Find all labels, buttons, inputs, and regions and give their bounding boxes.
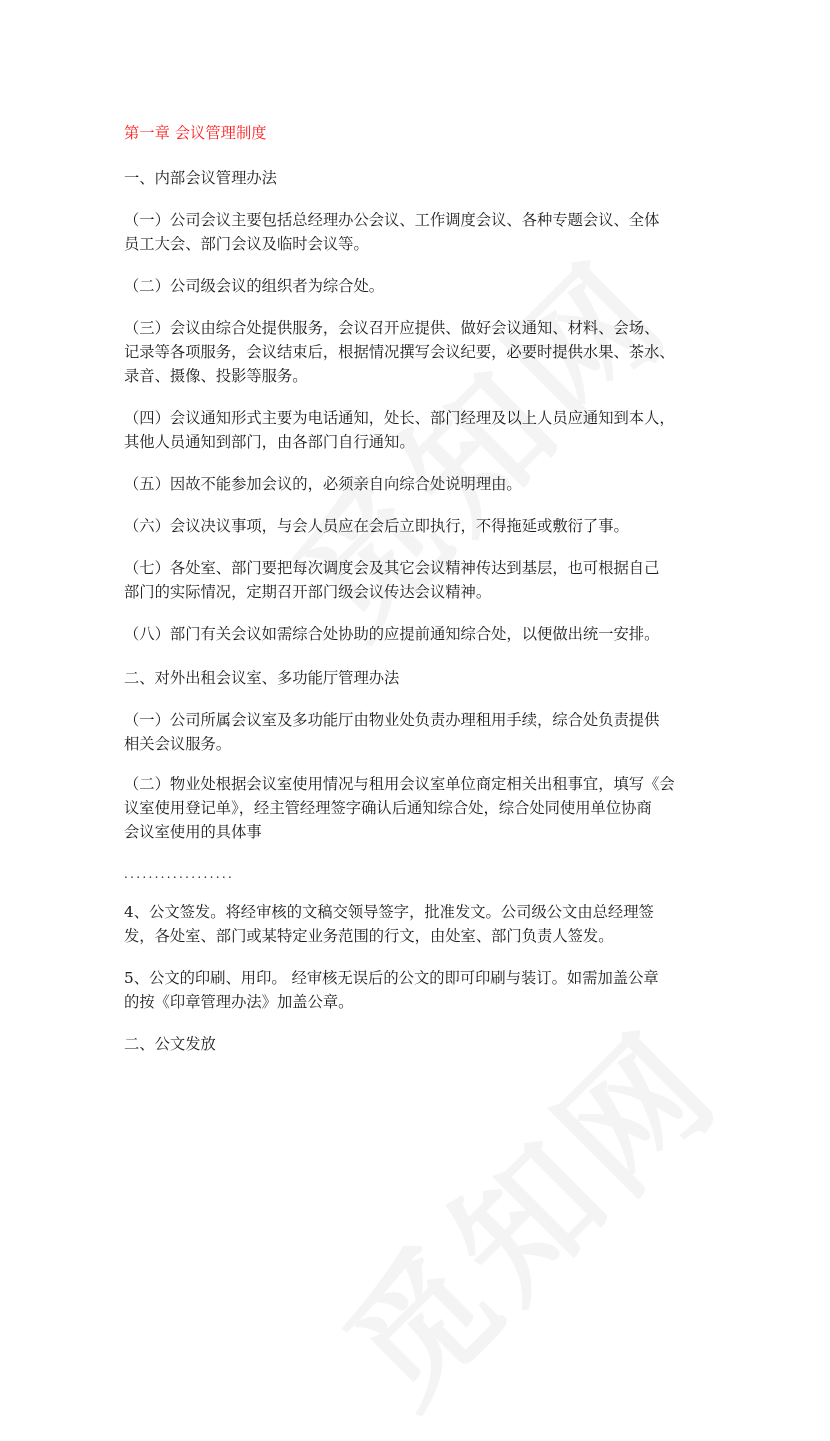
paragraph-line: （三）会议由综合处提供服务，会议召开应提供、做好会议通知、材料、会场、 bbox=[124, 319, 660, 337]
paragraph-line: 4、公文签发。将经审核的文稿交领导签字，批准发文。公司级公文由总经理签 bbox=[124, 903, 654, 921]
paragraph-line: （五）因故不能参加会议的，必须亲自向综合处说明理由。 bbox=[124, 475, 522, 493]
paragraph bbox=[124, 772, 714, 844]
paragraph bbox=[124, 406, 714, 454]
paragraph-line: （八）部门有关会议如需综合处协助的应提前通知综合处，以便做出统一安排。 bbox=[124, 625, 660, 643]
paragraph bbox=[124, 556, 714, 604]
paragraph bbox=[124, 472, 714, 496]
ellipsis-separator: .................. bbox=[124, 867, 235, 881]
paragraph bbox=[124, 274, 714, 298]
paragraph-line: 5、公文的印刷、用印。 经审核无误后的公文的即可印刷与装订。如需加盖公章 bbox=[124, 969, 659, 987]
section-heading: 一、内部会议管理办法 bbox=[124, 169, 277, 187]
paragraph bbox=[124, 514, 714, 538]
paragraph-line: （一）公司所属会议室及多功能厅由物业处负责办理租用手续，综合处负责提供 bbox=[124, 711, 660, 729]
paragraph-line: （二）物业处根据会议室使用情况与租用会议室单位商定相关出租事宜，填写《会 bbox=[124, 775, 675, 793]
paragraph-line: 议室使用登记单》，经主管经理签字确认后通知综合处，综合处同使用单位协商 bbox=[124, 799, 652, 817]
paragraph-line: 的按《印章管理办法》加盖公章。 bbox=[124, 993, 354, 1011]
section-heading: 二、对外出租会议室、多功能厅管理办法 bbox=[124, 669, 400, 687]
paragraph-line: 其他人员通知到部门，由各部门自行通知。 bbox=[124, 433, 415, 451]
paragraph-line: 相关会议服务。 bbox=[124, 735, 232, 753]
paragraph-line: （七）各处室、部门要把每次调度会及其它会议精神传达到基层，也可根据自己 bbox=[124, 559, 660, 577]
paragraph-line: （一）公司会议主要包括总经理办公会议、工作调度会议、各种专题会议、全体 bbox=[124, 211, 660, 229]
chapter-title: 第一章 会议管理制度 bbox=[124, 124, 267, 142]
paragraph bbox=[124, 708, 714, 756]
paragraph-line: （六）会议决议事项，与会人员应在会后立即执行，不得拖延或敷衍了事。 bbox=[124, 517, 629, 535]
paragraph-line: 部门的实际情况，定期召开部门级会议传达会议精神。 bbox=[124, 583, 492, 601]
paragraph bbox=[124, 622, 714, 646]
paragraph bbox=[124, 966, 714, 1014]
paragraph-line: 发，各处室、部门或某特定业务范围的行文，由处室、部门负责人签发。 bbox=[124, 927, 614, 945]
paragraph bbox=[124, 316, 714, 388]
paragraph bbox=[124, 208, 714, 256]
paragraph-line: 记录等各项服务，会议结束后，根据情况撰写会议纪要，必要时提供水果、茶水、 bbox=[124, 343, 675, 361]
paragraph-line: 录音、摄像、投影等服务。 bbox=[124, 367, 308, 385]
section-heading: 二、公文发放 bbox=[124, 1035, 216, 1053]
paragraph-line: （二）公司级会议的组织者为综合处。 bbox=[124, 277, 385, 295]
paragraph-line: 会议室使用的具体事 bbox=[124, 823, 262, 841]
paragraph bbox=[124, 900, 714, 948]
paragraph-line: 员工大会、部门会议及临时会议等。 bbox=[124, 235, 369, 253]
paragraph-line: （四）会议通知形式主要为电话通知，处长、部门经理及以上人员应通知到本人， bbox=[124, 409, 675, 427]
